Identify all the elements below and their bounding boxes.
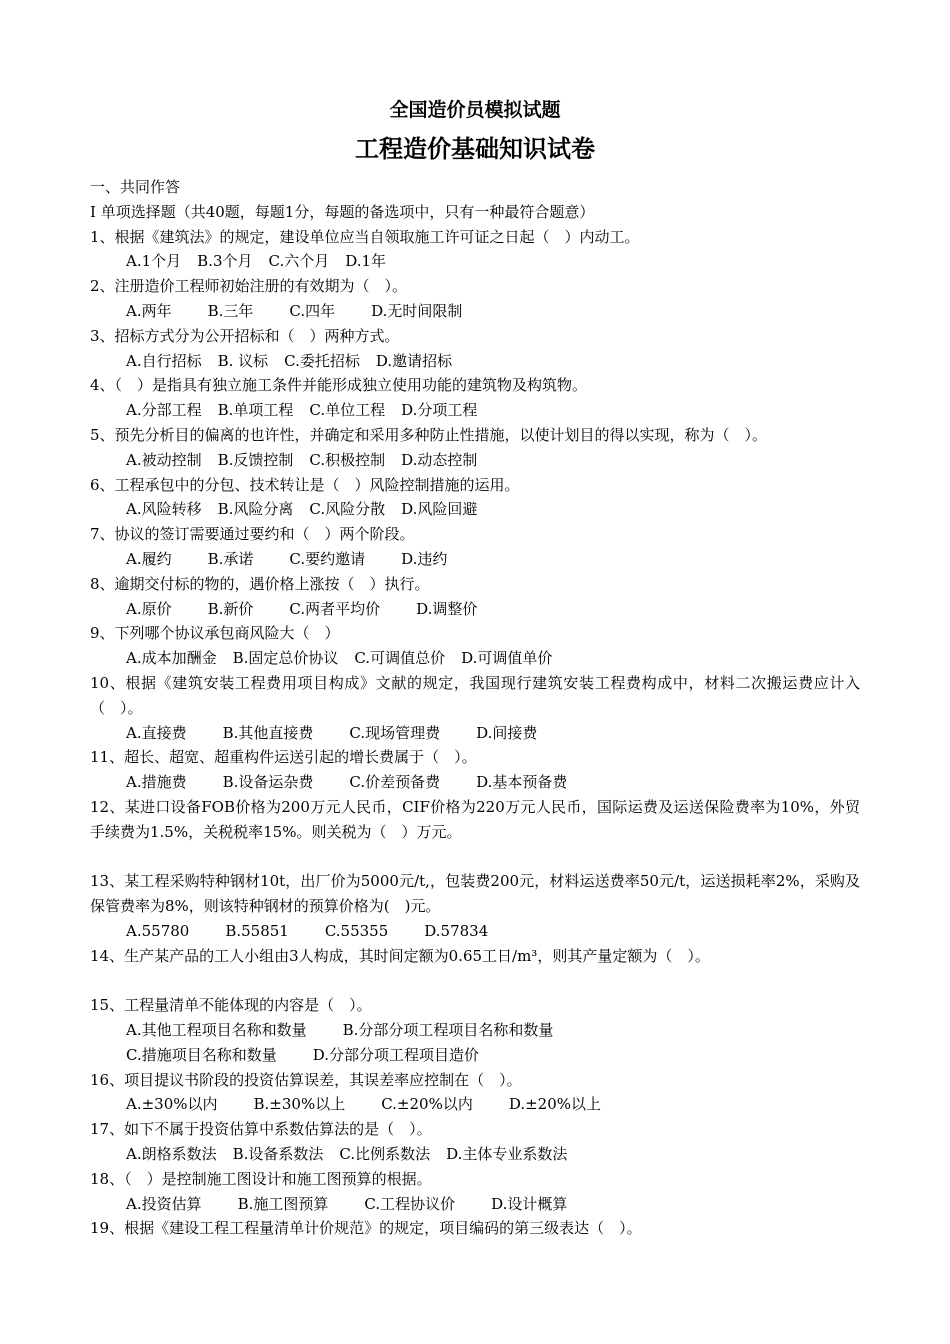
option: B.分部分项工程项目名称和数量	[342, 1021, 554, 1040]
option: C.单位工程	[309, 401, 386, 420]
option: A.原价	[126, 599, 172, 618]
option: B.施工图预算	[237, 1194, 329, 1213]
option: A.成本加酬金	[126, 649, 217, 668]
option: D.设计概算	[491, 1194, 568, 1213]
option: A.风险转移	[126, 500, 202, 519]
option: B.反馈控制	[217, 450, 294, 469]
option: C.风险分散	[309, 500, 386, 519]
question-text: 11、超长、超宽、超重构件运送引起的增长费属于（ ）。	[90, 748, 477, 767]
option: A.两年	[126, 301, 172, 320]
option: C.可调值总价	[354, 649, 446, 668]
question-text: 5、预先分析目的偏离的也许性，并确定和采用多种防止性措施，以使计划目的得以实现，称为（ ）。	[90, 425, 768, 444]
option: C.两者平均价	[289, 599, 381, 618]
option: B.单项工程	[217, 401, 294, 420]
options-row	[90, 721, 860, 746]
option: D.1年	[345, 252, 387, 271]
question-text: 6、工程承包中的分包、技术转让是（ ）风险控制措施的运用。	[90, 475, 520, 494]
options-row	[90, 919, 860, 944]
question-text: 10、根据《建筑安装工程费用项目构成》文献的规定，我国现行建筑安装工程费构成中，材料二次搬运费应计入（ ）。	[90, 673, 860, 717]
answer-space	[90, 969, 860, 994]
option: B.新价	[207, 599, 254, 618]
option: C.工程协议价	[364, 1194, 456, 1213]
option: B.3个月	[197, 252, 253, 271]
option: B.55851	[225, 921, 289, 940]
option: A.直接费	[126, 723, 187, 742]
option: A.措施费	[126, 773, 187, 792]
exam-subtitle: 工程造价基础知识试卷	[355, 135, 595, 163]
question-text: 17、如下不属于投资估算中系数估算法的是（ ）。	[90, 1120, 432, 1139]
option: C.要约邀请	[289, 549, 366, 568]
option: A.分部工程	[126, 401, 202, 420]
option: C.±20%以内	[381, 1095, 473, 1114]
option: B.±30%以上	[253, 1095, 346, 1114]
options-row	[90, 646, 860, 671]
options-row	[90, 1018, 860, 1043]
question-text: 14、生产某产品的工人小组由3人构成，其时间定额为0.65工日/m³，则其产量定额为（ ）。	[90, 946, 710, 965]
question-text: 3、招标方式分为公开招标和（ ）两种方式。	[90, 326, 400, 345]
option: B.风险分离	[217, 500, 294, 519]
section-heading: 一、共同作答	[90, 178, 181, 196]
options-row	[90, 1192, 860, 1217]
options-row	[90, 497, 860, 522]
option: D.分部分项工程项目造价	[312, 1045, 479, 1064]
option: D.邀请招标	[375, 351, 453, 370]
option: D.无时间限制	[371, 301, 463, 320]
option: A.履约	[126, 549, 172, 568]
question-text: 9、下列哪个协议承包商风险大（ ）	[90, 624, 340, 643]
options-row	[90, 597, 860, 622]
option: C.措施项目名称和数量	[126, 1045, 277, 1064]
option: A.朗格系数法	[126, 1145, 217, 1164]
option: D.主体专业系数法	[446, 1145, 568, 1164]
option: B.三年	[207, 301, 254, 320]
option: C.现场管理费	[349, 723, 441, 742]
option: C.委托招标	[284, 351, 360, 370]
option: D.±20%以上	[508, 1095, 602, 1114]
question-text: 19、根据《建设工程工程量清单计价规范》的规定，项目编码的第三级表达（ ）。	[90, 1219, 642, 1238]
option: A.其他工程项目名称和数量	[126, 1021, 307, 1040]
option: C.比例系数法	[339, 1145, 431, 1164]
option: D.调整价	[416, 599, 478, 618]
option: B.承诺	[207, 549, 254, 568]
option: A.自行招标	[126, 351, 202, 370]
option: B.设备系数法	[232, 1145, 324, 1164]
option: B.固定总价协议	[232, 649, 339, 668]
option: B. 议标	[217, 351, 269, 370]
exam-title: 全国造价员模拟试题	[389, 99, 561, 121]
option: A.被动控制	[126, 450, 202, 469]
options-row	[90, 349, 860, 374]
option: C.55355	[324, 921, 389, 940]
option: D.基本预备费	[476, 773, 568, 792]
answer-space	[90, 845, 860, 870]
option: A.55780	[126, 921, 190, 940]
option: D.间接费	[476, 723, 538, 742]
question-body	[90, 175, 860, 1241]
options-row	[90, 398, 860, 423]
option: D.57834	[424, 921, 489, 940]
question-text: 8、逾期交付标的物的，遇价格上涨按（ ）执行。	[90, 574, 430, 593]
question-text: 7、协议的签订需要通过要约和（ ）两个阶段。	[90, 525, 415, 544]
options-row	[90, 770, 860, 795]
option: D.动态控制	[401, 450, 478, 469]
option: C.积极控制	[309, 450, 386, 469]
option: D.分项工程	[401, 401, 478, 420]
option: B.设备运杂费	[222, 773, 314, 792]
option: A.投资估算	[126, 1194, 202, 1213]
options-row	[90, 299, 860, 324]
option: D.违约	[401, 549, 448, 568]
options-row	[90, 1142, 860, 1167]
options-row	[90, 1043, 860, 1068]
question-text: 15、工程量清单不能体现的内容是（ ）。	[90, 996, 372, 1015]
option: D.可调值单价	[461, 649, 553, 668]
question-text: 18、（ ）是控制施工图设计和施工图预算的根据。	[90, 1169, 432, 1188]
question-text: 16、项目提议书阶段的投资估算误差，其误差率应控制在（ ）。	[90, 1070, 522, 1089]
option: C.价差预备费	[349, 773, 441, 792]
option: B.其他直接费	[222, 723, 314, 742]
options-row	[90, 249, 860, 274]
options-row	[90, 1092, 860, 1117]
option: A.1个月	[126, 252, 182, 271]
part-heading: Ⅰ 单项选择题（共40题，每题1分，每题的备选项中，只有一种最符合题意）	[90, 202, 595, 221]
option: C.四年	[289, 301, 336, 320]
question-text: 1、根据《建筑法》的规定，建设单位应当自领取施工许可证之日起（ ）内动工。	[90, 227, 640, 246]
question-text: 2、注册造价工程师初始注册的有效期为（ ）。	[90, 277, 408, 296]
question-text: 13、某工程采购特种钢材10t，出厂价为5000元/t,，包装费200元，材料运送费率50元/t，运送损耗率2%，采购及保管费率为8%，则该特种钢材的预算价格为( )元。	[90, 872, 860, 916]
option: A.±30%以内	[126, 1095, 218, 1114]
question-text: 12、某进口设备FOB价格为200万元人民币，CIF价格为220万元人民币，国际运费及运送保险费率为10%，外贸手续费为1.5%，关税税率15%。则关税为（ ）万元。	[90, 797, 860, 841]
option: C.六个月	[268, 252, 330, 271]
options-row	[90, 448, 860, 473]
question-text: 4、（ ）是指具有独立施工条件并能形成独立使用功能的建筑物及构筑物。	[90, 376, 588, 395]
options-row	[90, 547, 860, 572]
option: D.风险回避	[401, 500, 478, 519]
